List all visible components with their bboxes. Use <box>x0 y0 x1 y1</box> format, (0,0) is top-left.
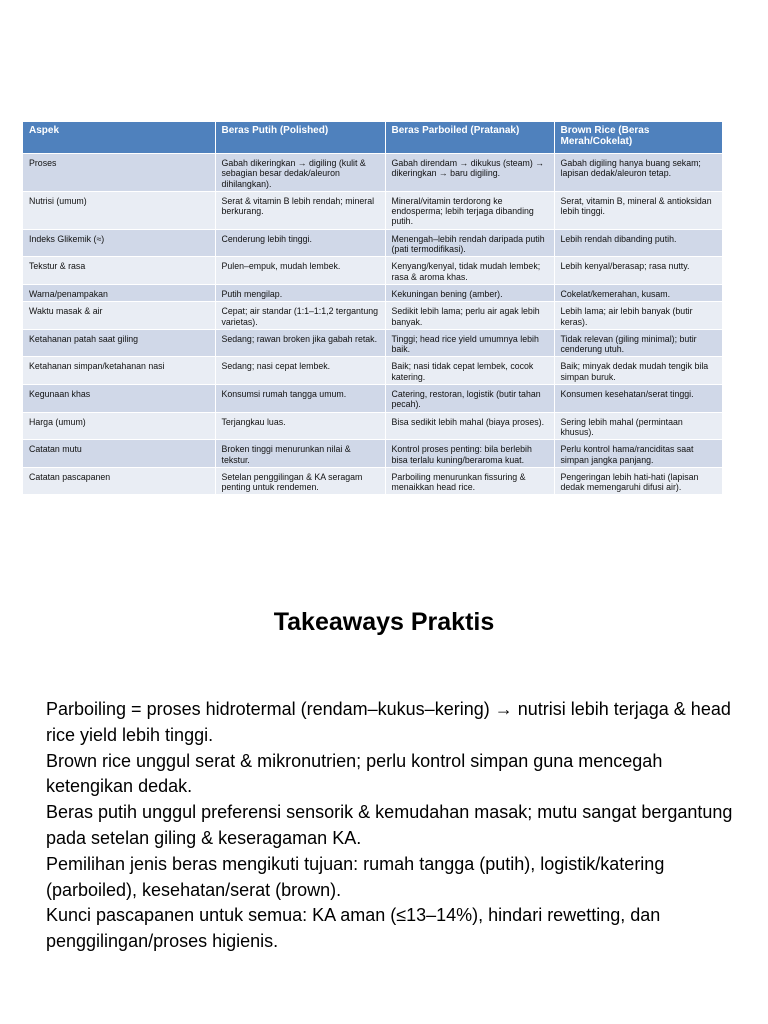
table-row <box>23 284 722 301</box>
table-cell: Sedang; nasi cepat lembek. <box>215 357 385 385</box>
table-row <box>23 257 722 285</box>
table-cell: Terjangkau luas. <box>215 412 385 440</box>
table-header-row <box>23 122 722 154</box>
table-row <box>23 329 722 357</box>
table-cell: Kegunaan khas <box>23 385 215 413</box>
table-cell: Konsumsi rumah tangga umum. <box>215 385 385 413</box>
table-cell: Sedikit lebih lama; perlu air agak lebih banyak. <box>385 302 554 330</box>
table-cell: Nutrisi (umum) <box>23 191 215 229</box>
table-cell: Cenderung lebih tinggi. <box>215 229 385 257</box>
table-row <box>23 229 722 257</box>
takeaways-title: Takeaways Praktis <box>273 608 495 636</box>
table-row <box>23 440 722 468</box>
table-cell: Menengah–lebih rendah daripada putih (pati termodifikasi). <box>385 229 554 257</box>
table-cell: Ketahanan simpan/ketahanan nasi <box>23 357 215 385</box>
table-cell: Gabah dikeringkan → digiling (kulit & sebagian besar dedak/aleuron dihilangkan). <box>215 154 385 192</box>
table-row <box>23 357 722 385</box>
table-cell: Lebih kenyal/berasap; rasa nutty. <box>554 257 722 285</box>
table-cell: Kenyang/kenyal, tidak mudah lembek; rasa & aroma khas. <box>385 257 554 285</box>
table-cell: Tinggi; head rice yield umumnya lebih baik. <box>385 329 554 357</box>
takeaway-item: Brown rice unggul serat & mikronutrien; perlu kontrol simpan guna mencegah ketengikan dedak. <box>46 750 663 797</box>
table-cell: Serat & vitamin B lebih rendah; mineral berkurang. <box>215 191 385 229</box>
takeaway-item: Parboiling = proses hidrotermal (rendam–kukus–kering) → nutrisi lebih terjaga & head rice yield lebih tinggi. <box>46 699 731 745</box>
table-cell: Gabah digiling hanya buang sekam; lapisan dedak/aleuron tetap. <box>554 154 722 192</box>
table-cell: Baik; nasi tidak cepat lembek, cocok katering. <box>385 357 554 385</box>
table-cell: Sering lebih mahal (permintaan khusus). <box>554 412 722 440</box>
table-cell: Ketahanan patah saat giling <box>23 329 215 357</box>
table-cell: Baik; minyak dedak mudah tengik bila simpan buruk. <box>554 357 722 385</box>
table-cell: Lebih lama; air lebih banyak (butir keras). <box>554 302 722 330</box>
table-cell: Broken tinggi menurunkan nilai & tekstur. <box>215 440 385 468</box>
table-row <box>23 302 722 330</box>
table-cell: Cepat; air standar (1:1–1:1,2 tergantung varietas). <box>215 302 385 330</box>
table-cell: Bisa sedikit lebih mahal (biaya proses). <box>385 412 554 440</box>
table-cell: Mineral/vitamin terdorong ke endosperma; lebih terjaga dibanding putih. <box>385 191 554 229</box>
header-brown-rice: Brown Rice (Beras Merah/Cokelat) <box>554 122 722 154</box>
takeaways-list <box>46 697 736 955</box>
table-cell: Sedang; rawan broken jika gabah retak. <box>215 329 385 357</box>
table-cell: Indeks Glikemik (≈) <box>23 229 215 257</box>
table-row <box>23 191 722 229</box>
table-cell: Parboiling menurunkan fissuring & menaikkan head rice. <box>385 467 554 494</box>
table-cell: Tidak relevan (giling minimal); butir cenderung utuh. <box>554 329 722 357</box>
header-aspek: Aspek <box>23 122 215 154</box>
table-cell: Catatan pascapanen <box>23 467 215 494</box>
table-cell: Catering, restoran, logistik (butir tahan pecah). <box>385 385 554 413</box>
table-cell: Catatan mutu <box>23 440 215 468</box>
table-cell: Perlu kontrol hama/ranciditas saat simpan jangka panjang. <box>554 440 722 468</box>
table-cell: Cokelat/kemerahan, kusam. <box>554 284 722 301</box>
takeaway-item: Beras putih unggul preferensi sensorik & kemudahan masak; mutu sangat bergantung pada setelan giling & keseragaman KA. <box>46 802 733 848</box>
table-cell: Warna/penampakan <box>23 284 215 301</box>
rice-comparison-table <box>23 122 722 494</box>
table-row <box>23 467 722 494</box>
takeaway-item: Kunci pascapanen untuk semua: KA aman (≤13–14%), hindari rewetting, dan penggilingan/proses higienis. <box>46 905 661 952</box>
header-beras-parboiled: Beras Parboiled (Pratanak) <box>385 122 554 154</box>
table-cell: Waktu masak & air <box>23 302 215 330</box>
table-cell: Pulen–empuk, mudah lembek. <box>215 257 385 285</box>
table-cell: Kontrol proses penting: bila berlebih bisa terlalu kuning/beraroma kuat. <box>385 440 554 468</box>
table-cell: Konsumen kesehatan/serat tinggi. <box>554 385 722 413</box>
table-cell: Harga (umum) <box>23 412 215 440</box>
table-cell: Gabah direndam → dikukus (steam) → dikeringkan → baru digiling. <box>385 154 554 192</box>
table-row <box>23 385 722 413</box>
table-cell: Pengeringan lebih hati-hati (lapisan dedak memengaruhi difusi air). <box>554 467 722 494</box>
takeaway-item: Pemilihan jenis beras mengikuti tujuan: rumah tangga (putih), logistik/katering (parboiled), kesehatan/serat (brown). <box>46 853 665 900</box>
table-cell: Lebih rendah dibanding putih. <box>554 229 722 257</box>
table-cell: Kekuningan bening (amber). <box>385 284 554 301</box>
table-cell: Proses <box>23 154 215 192</box>
table-cell: Tekstur & rasa <box>23 257 215 285</box>
table-row <box>23 412 722 440</box>
table-cell: Serat, vitamin B, mineral & antioksidan lebih tinggi. <box>554 191 722 229</box>
header-beras-putih: Beras Putih (Polished) <box>215 122 385 154</box>
table-row <box>23 154 722 192</box>
table-cell: Putih mengilap. <box>215 284 385 301</box>
table-cell: Setelan penggilingan & KA seragam penting untuk rendemen. <box>215 467 385 494</box>
